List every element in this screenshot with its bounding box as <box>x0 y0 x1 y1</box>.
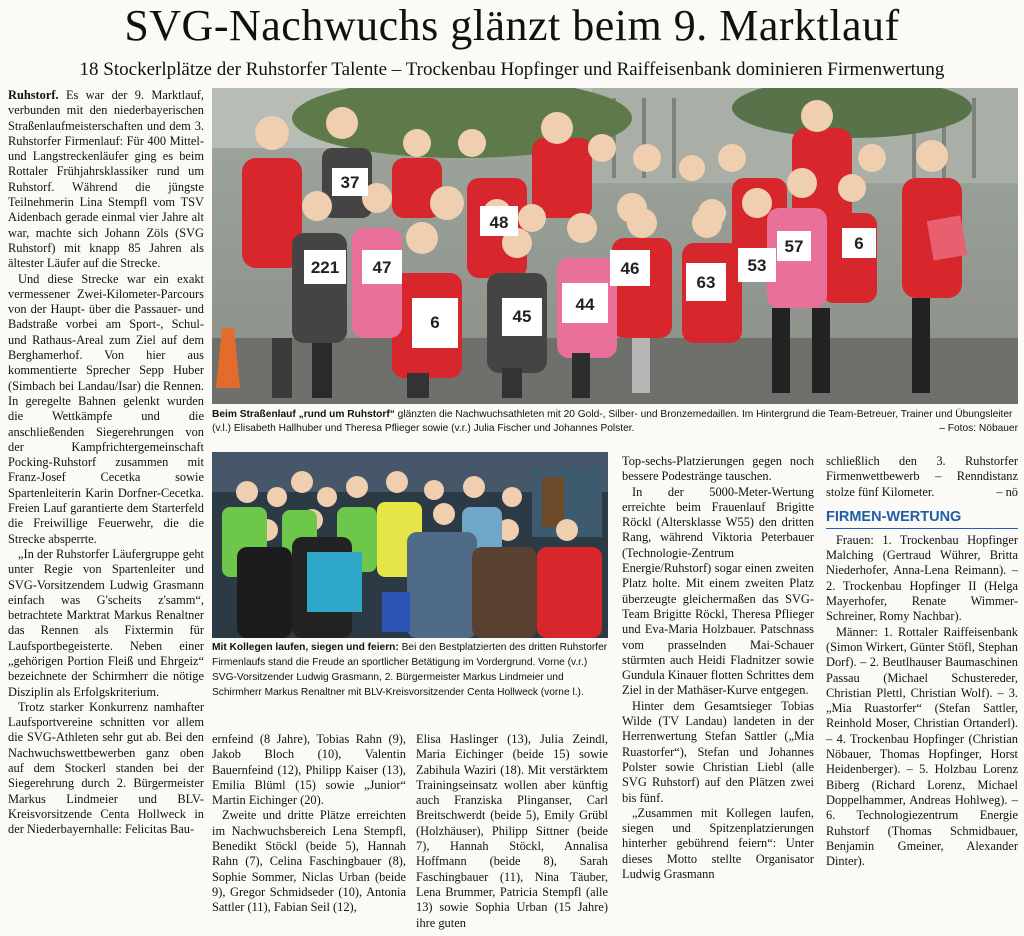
paragraph: In der 5000-Meter-Wertung erreichte beim Frauenlauf Brigitte Röckl (Altersklasse W55) den dritten Rang, während Viktoria Peterbauer (Technologie-Zentrum Energie/Ruhstorf) sogar einen zweiten Platz holte. Mit einem zweiten Platz überzeugte gleichermaßen das SVG-Team Brigitte Röckl, Theresa Pflieger und Eva-Maria Holzbauer. Patschnass vom prasselnden Mai-Schauer stürmten auch Heidi Fladnitzer sowie Gundula Kinauer flotten Schrittes dem Ziel in der Mathäser-Kurve entgegen. <box>622 484 814 698</box>
bib-number: 48 <box>489 213 509 232</box>
article-column-4 <box>622 454 814 936</box>
paragraph: „Zusammen mit Kollegen laufen, siegen und Spitzenplatzierungen hinterher gebührend feiern“: Unter dieses Motto stellte Organisator Ludwig Grasmann <box>622 805 814 882</box>
paragraph: „In der Ruhstorfer Läufergruppe geht unter Regie von Spartenleiter und SVG-Vorsitzendem Ludwig Grasmann einfach was G'scheits z'samm“, betrachtete Marktrat Markus Renaltner das Rennen als Fixtermin für Laufsportbegeisterte. Neben einer „gehörigen Portion Fleiß und Ehrgeiz“ bezeichnete der Schirmherr die nötige Disziplin als Erfolgskriterium. <box>8 546 204 699</box>
results-men: Männer: 1. Rottaler Raiffeisenbank (Simon Wirkert, Günter Stöfl, Stephan Dorf). – 2. Beutlhauser Baumaschinen Passau (Michael Schustereder, Christian Plettl, Christian Wolf). – 3. „Mia Ruastorfer“ (Stefan Sattler, Reinhold Moser, Christian Ortanderl). – 4. Trockenbau Hopfinger (Christian Nöbauer, Thomas Hopfinger, Horst Heidenberger). – 5. Holzbau Lorenz Biberg (Richard Lorenz, Michael Doppelhammer, Andreas Hohlweg). – 6. Technologiezentrum Energie Ruhstorf (Thomas Schmidbauer, Benjamin Gmeiner, Alexander Dinter). <box>826 624 1018 869</box>
photo-caption <box>212 640 608 716</box>
caption-text: glänzten die Nachwuchsathleten mit 20 Gold-, Silber- und Bronzemedaillen. Im Hintergrund die Team-Betreuer, Trainer und Übungsleiter (v.l.) Elisabeth Hallhuber und Theresa Pflieger sowie (v.r.) Julia Fischer und Johannes Polster. <box>212 409 1013 434</box>
caption-text: Bei den Bestplatzierten des dritten Ruhstorfer Firmenlaufs stand die Freude an sportlicher Betätigung im Vordergrund. Vorne (v.r.) SVG-Vorsitzender Ludwig Grasmann, 2. Bürgermeister Markus Lindmeier und Schirmherr Markus Renaltner mit BLV-Kreisvorsitzender Centa Hollweck (vorne l.). <box>212 642 608 698</box>
headline: SVG-Nachwuchs glänzt beim 9. Marktlauf <box>124 1 900 50</box>
paragraph: Und diese Strecke war ein exakt vermessener Zwei-Kilometer-Parcours von der Haupt- über die Passauer- und Badstraße vorbei am Sport-, Schul- und Rathaus-Areal zum Ziel auf dem Berghamerhof. Von hier aus kommentierte Sprecher Sepp Huber (Simbach bei Landau/Isar) die Rennen. In geregelte Bahnen gelenkt wurden die Wettkämpfe und die anschließenden Siegerehrungen von der Kampfrichtergemeinschaft Pocking-Ruhstorf zusammen mit Franz-Josef Cecetka sowie Spartenleiterin Karin Dorfner-Cecetka. Freien Lauf garantierte dem Starterfeld die Freiwillige Feuerwehr, die die Strecke absperrte. <box>8 271 204 546</box>
company-run-image <box>212 452 608 638</box>
bib-number: 47 <box>372 258 392 277</box>
paragraph: ernfeind (8 Jahre), Tobias Rahn (9), Jakob Bloch (10), Valentin Bauernfeind (12), Philipp Kaiser (13), Emilia Blüml (15) sowie „Junior“ Martin Eichinger (20). <box>212 732 406 808</box>
paragraph: schließlich den 3. Ruhstorfer Firmenwettbewerb – Renndistanz stolze fünf Kilometer. <box>826 454 1018 499</box>
paragraph: Top-sechs-Platzierungen gegen noch bessere Podestränge tauschen. <box>622 454 814 484</box>
caption-lead: Beim Straßenlauf „rund um Ruhstorf“ <box>212 409 395 420</box>
results-women: Frauen: 1. Trockenbau Hopfinger Malching (Gertraud Wührer, Britta Niederhofer, Anna-Lena Reimann). – 2. Trockenbau Hopfinger II (Helga Mayerhofer, Renate Wimmer-Schreiner, Romy Nachbar). <box>826 532 1018 624</box>
bib-number: 63 <box>696 273 716 292</box>
article-column-1 <box>8 88 204 934</box>
article-column-3 <box>416 732 608 936</box>
article-column-2 <box>212 732 406 936</box>
bib-number: 57 <box>784 237 804 256</box>
bib-number: 221 <box>310 258 340 277</box>
article-column-5 <box>826 454 1018 936</box>
bib-number: 6 <box>854 234 864 253</box>
youth-athletes-image <box>212 88 1018 404</box>
bib-number: 46 <box>620 259 640 278</box>
photo-credit: – Fotos: Nöbauer <box>939 423 1018 434</box>
caption-lead: Mit Kollegen laufen, siegen und feiern: <box>212 642 399 653</box>
bib-number: 44 <box>575 295 595 314</box>
photo-youth-athletes <box>212 88 1018 404</box>
paragraph: Es war der 9. Marktlauf, verbunden mit den niederbayerischen Straßenlaufmeisterschaften und dem 3. Ruhstorfer Firmenlauf: Für 400 Mittel- und Langstreckenläufer ging es beim Rottaler Frühjahrsklassiker rund um Ruhstorf. Während die jüngste Teilnehmerin Lina Stempfl vom TSV Aidenbach gerade einmal vier Jahre alt war, machte sich Johann Zöls (SVG Ruhstorf) mit knapp 85 Jahren als ältester Läufer auf die Strecke. <box>8 88 204 271</box>
paragraph: Trotz starker Konkurrenz namhafter Laufsportvereine schnitten vor allem die SVG-Athleten sehr gut ab. Bei den Nachwuchswettbewerben ganz oben auf dem Stockerl standen bei der Siegerehrung durch 2. Bürgermeister Markus Lindmeier und BLV-Kreisvorsitzende Centa Hollweck in der Niederbayernhalle: Felicitas Bau- <box>8 699 204 837</box>
sidebar-title: FIRMEN-WERTUNG <box>826 508 1018 529</box>
subheadline: 18 Stockerlplätze der Ruhstorfer Talente – Trockenbau Hopfinger und Raiffeisenbank dominieren Firmenwertung <box>79 59 945 80</box>
paragraph: Hinter dem Gesamtsieger Tobias Wilde (TV Landau) landeten in der Herrenwertung Stefan Sattler („Mia Ruastorfer“), Stefan und Johannes Polster sowie Christian Liebl (alle SVG Ruhstorf) auf den Plätzen zwei bis fünf. <box>622 698 814 805</box>
bib-number: 6 <box>430 313 440 332</box>
paragraph: Elisa Haslinger (13), Julia Zeindl, Maria Eichinger (beide 15) sowie Zabihula Waziri (18). Mit verstärktem Trainingseinsatz wollen aber künftig auch Franziska Plinganser, Carl Breitschwerdt (beide 5), Emily Grübl (Holzhäuser), Philipp Sittner (beide 7), Hannah Stöckl, Annalisa Hoffmann (beide 8), Sarah Faschingbauer (11), Nina Täuber, Lena Brummer, Patricia Stempfl (alle 13) sowie Sophia Urban (15 Jahre) ihre guten <box>416 732 608 930</box>
author-signature: – nö <box>996 484 1018 499</box>
bib-number: 45 <box>512 307 532 326</box>
photo-caption <box>212 408 1018 438</box>
bib-number: 53 <box>747 256 767 275</box>
dateline: Ruhstorf. <box>8 88 59 102</box>
photo-company-run <box>212 452 608 638</box>
bib-number: 37 <box>340 173 360 192</box>
paragraph: Zweite und dritte Plätze erreichten im Nachwuchsbereich Lena Stempfl, Benedikt Stöckl (beide 5), Hannah Rahn (7), Celina Faschingbauer (8), Sophie Sommer, Niclas Urban (beide 9), Gregor Schmidseder (10), Antonia Sattler (11), Fabian Seil (12), <box>212 808 406 915</box>
